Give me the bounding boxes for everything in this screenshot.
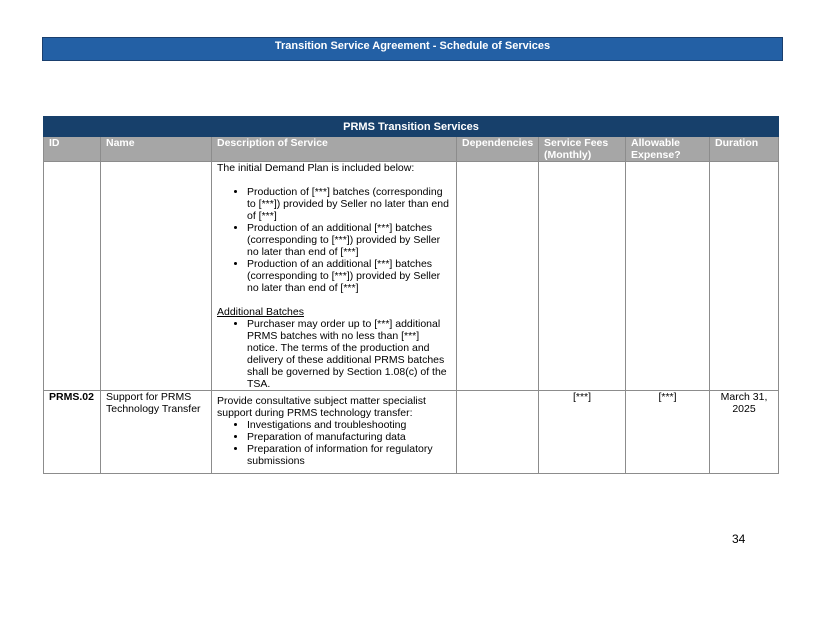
row2-dependencies [457,391,539,474]
row1-dependencies [457,162,539,391]
row1-description [212,162,457,391]
header-dependencies: Dependencies [457,137,539,162]
row2-intro: Provide consultative subject matter specialist support during PRMS technology transfer: [217,395,426,419]
document-banner: Transition Service Agreement - Schedule of Services [42,37,783,61]
row1-allowable [626,162,710,391]
list-item: • Investigations and troubleshooting [247,419,451,431]
header-fees-line2: (Monthly) [544,149,592,161]
row2-fees: [***] [539,391,626,474]
row1-name [101,162,212,391]
header-allowable-line1: Allowable [631,137,681,149]
list-item: • Preparation of manufacturing data [247,431,451,443]
row2-description [212,391,457,474]
table-header-row [44,137,779,162]
list-item: • Production of an additional [***] batches (corresponding to [***]) provided by Seller no later than end of [***] [247,258,451,294]
header-fees-line1: Service Fees [544,137,609,149]
header-allowable-line2: Expense? [631,149,681,161]
table-title: PRMS Transition Services [44,117,779,137]
row2-duration: March 31, 2025 [710,391,779,474]
header-service-fees [539,137,626,162]
header-description: Description of Service [212,137,457,162]
header-duration: Duration [710,137,779,162]
page-number: 34 [732,532,746,546]
list-item: • Production of an additional [***] batches (corresponding to [***]) provided by Seller no later than end of [***] [247,222,451,258]
header-id: ID [44,137,101,162]
row1-intro: The initial Demand Plan is included below: [217,162,415,174]
additional-batches-heading: Additional Batches [217,306,304,318]
list-item: • Purchaser may order up to [***] additional PRMS batches with no less than [***] notice. The terms of the production and delivery of these additional PRMS batches shall be governed by Section 1.08(c) of the TSA. [247,318,451,390]
services-table [43,116,779,474]
table-row [44,391,779,474]
header-allowable-expense [626,137,710,162]
row1-id [44,162,101,391]
table-title-row [44,117,779,137]
table-row [44,162,779,391]
row1-fees [539,162,626,391]
row2-allowable: [***] [626,391,710,474]
additional-batches-list [217,318,451,390]
demand-plan-list [217,186,451,294]
header-name: Name [101,137,212,162]
row2-name: Support for PRMS Technology Transfer [101,391,212,474]
row2-id: PRMS.02 [44,391,101,474]
row2-bullet-list [217,419,451,467]
list-item: • Preparation of information for regulatory submissions [247,443,451,467]
row1-duration [710,162,779,391]
list-item: • Production of [***] batches (corresponding to [***]) provided by Seller no later than end of [***] [247,186,451,222]
